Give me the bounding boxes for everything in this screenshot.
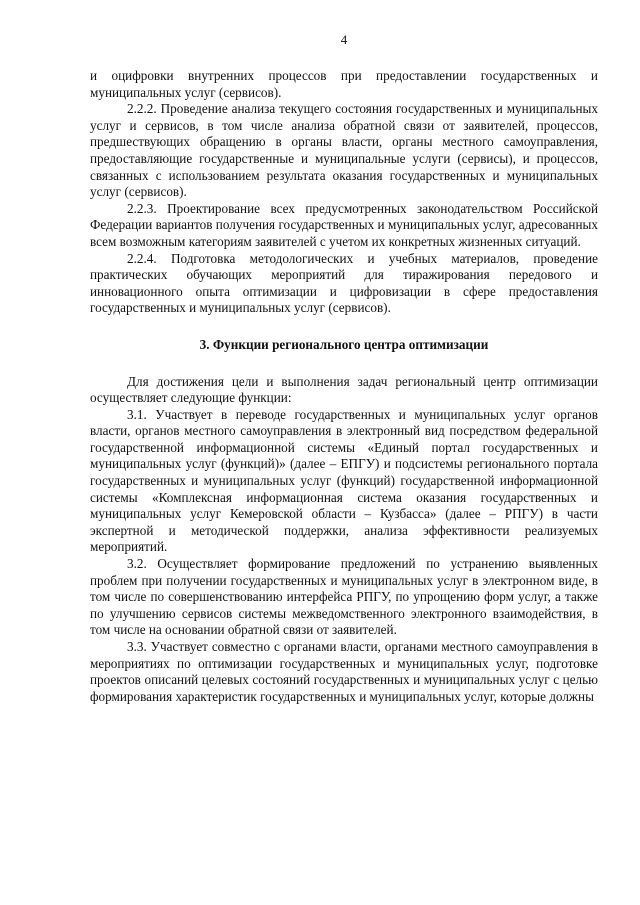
paragraph-continuation: и оцифровки внутренних процессов при предоставлении государственных и муниципальных услуг (сервисов). [90, 68, 598, 100]
paragraph-2-2-3: 2.2.3. Проектирование всех предусмотренных законодательством Российской Федерации вариантов получения государственных и муниципальных услуг, адресованных всем возможным категориям заявителей с учетом их конкретных жизненных ситуаций. [90, 200, 598, 249]
paragraph-3-2: 3.2. Осуществляет формирование предложений по устранению выявленных проблем при получении государственных и муниципальных услуг в электронном виде, в том числе по совершенствованию интерфейса РПГУ, по упрощению форм услуг, а также по улучшению сервисов системы межведомственного электронного взаимодействия, в том числе на основании обратной связи от заявителей. [90, 556, 598, 638]
paragraph-2-2-2: 2.2.2. Проведение анализа текущего состояния государственных и муниципальных услуг и сервисов, в том числе анализа обратной связи от заявителей, процессов, предшествующих обращению в органы власти, органы местного самоуправления, предоставляющие государственные и муниципальные услуги (сервисы), и процессов, связанных с использованием результата оказания государственных и муниципальных услуг (сервисов). [90, 101, 598, 200]
paragraph-3-1: 3.1. Участвует в переводе государственных и муниципальных услуг органов власти, органов местного самоуправления в электронный вид посредством федеральной государственной информационной системы «Единый портал государственных и муниципальных услуг (функций)» (далее – ЕПГУ) и подсистемы регионального портала государственных и муниципальных услуг (функций) государственной информационной системы «Комплексная информационная система оказания государственных и муниципальных услуг Кемеровской области – Кузбасса» (далее – РПГУ) в части экспертной и методической поддержки, анализа эффективности реализуемых мероприятий. [90, 406, 598, 555]
paragraph-intro: Для достижения цели и выполнения задач региональный центр оптимизации осуществляет следующие функции: [90, 373, 598, 406]
document-body [90, 68, 598, 705]
section-heading: 3. Функции регионального центра оптимизации [199, 336, 489, 352]
paragraph-3-3: 3.3. Участвует совместно с органами власти, органами местного самоуправления в мероприятиях по оптимизации государственных и муниципальных услуг, подготовке проектов описаний целевых состояний государственных и муниципальных услуг с целью формирования характеристик государственных и муниципальных услуг, которые должны [90, 639, 598, 704]
page-number: 4 [340, 32, 348, 47]
paragraph-2-2-4: 2.2.4. Подготовка методологических и учебных материалов, проведение практических обучающих мероприятий для тиражирования передового и инновационного опыта оптимизации и цифровизации в сфере предоставления государственных и муниципальных услуг (сервисов). [90, 250, 598, 316]
